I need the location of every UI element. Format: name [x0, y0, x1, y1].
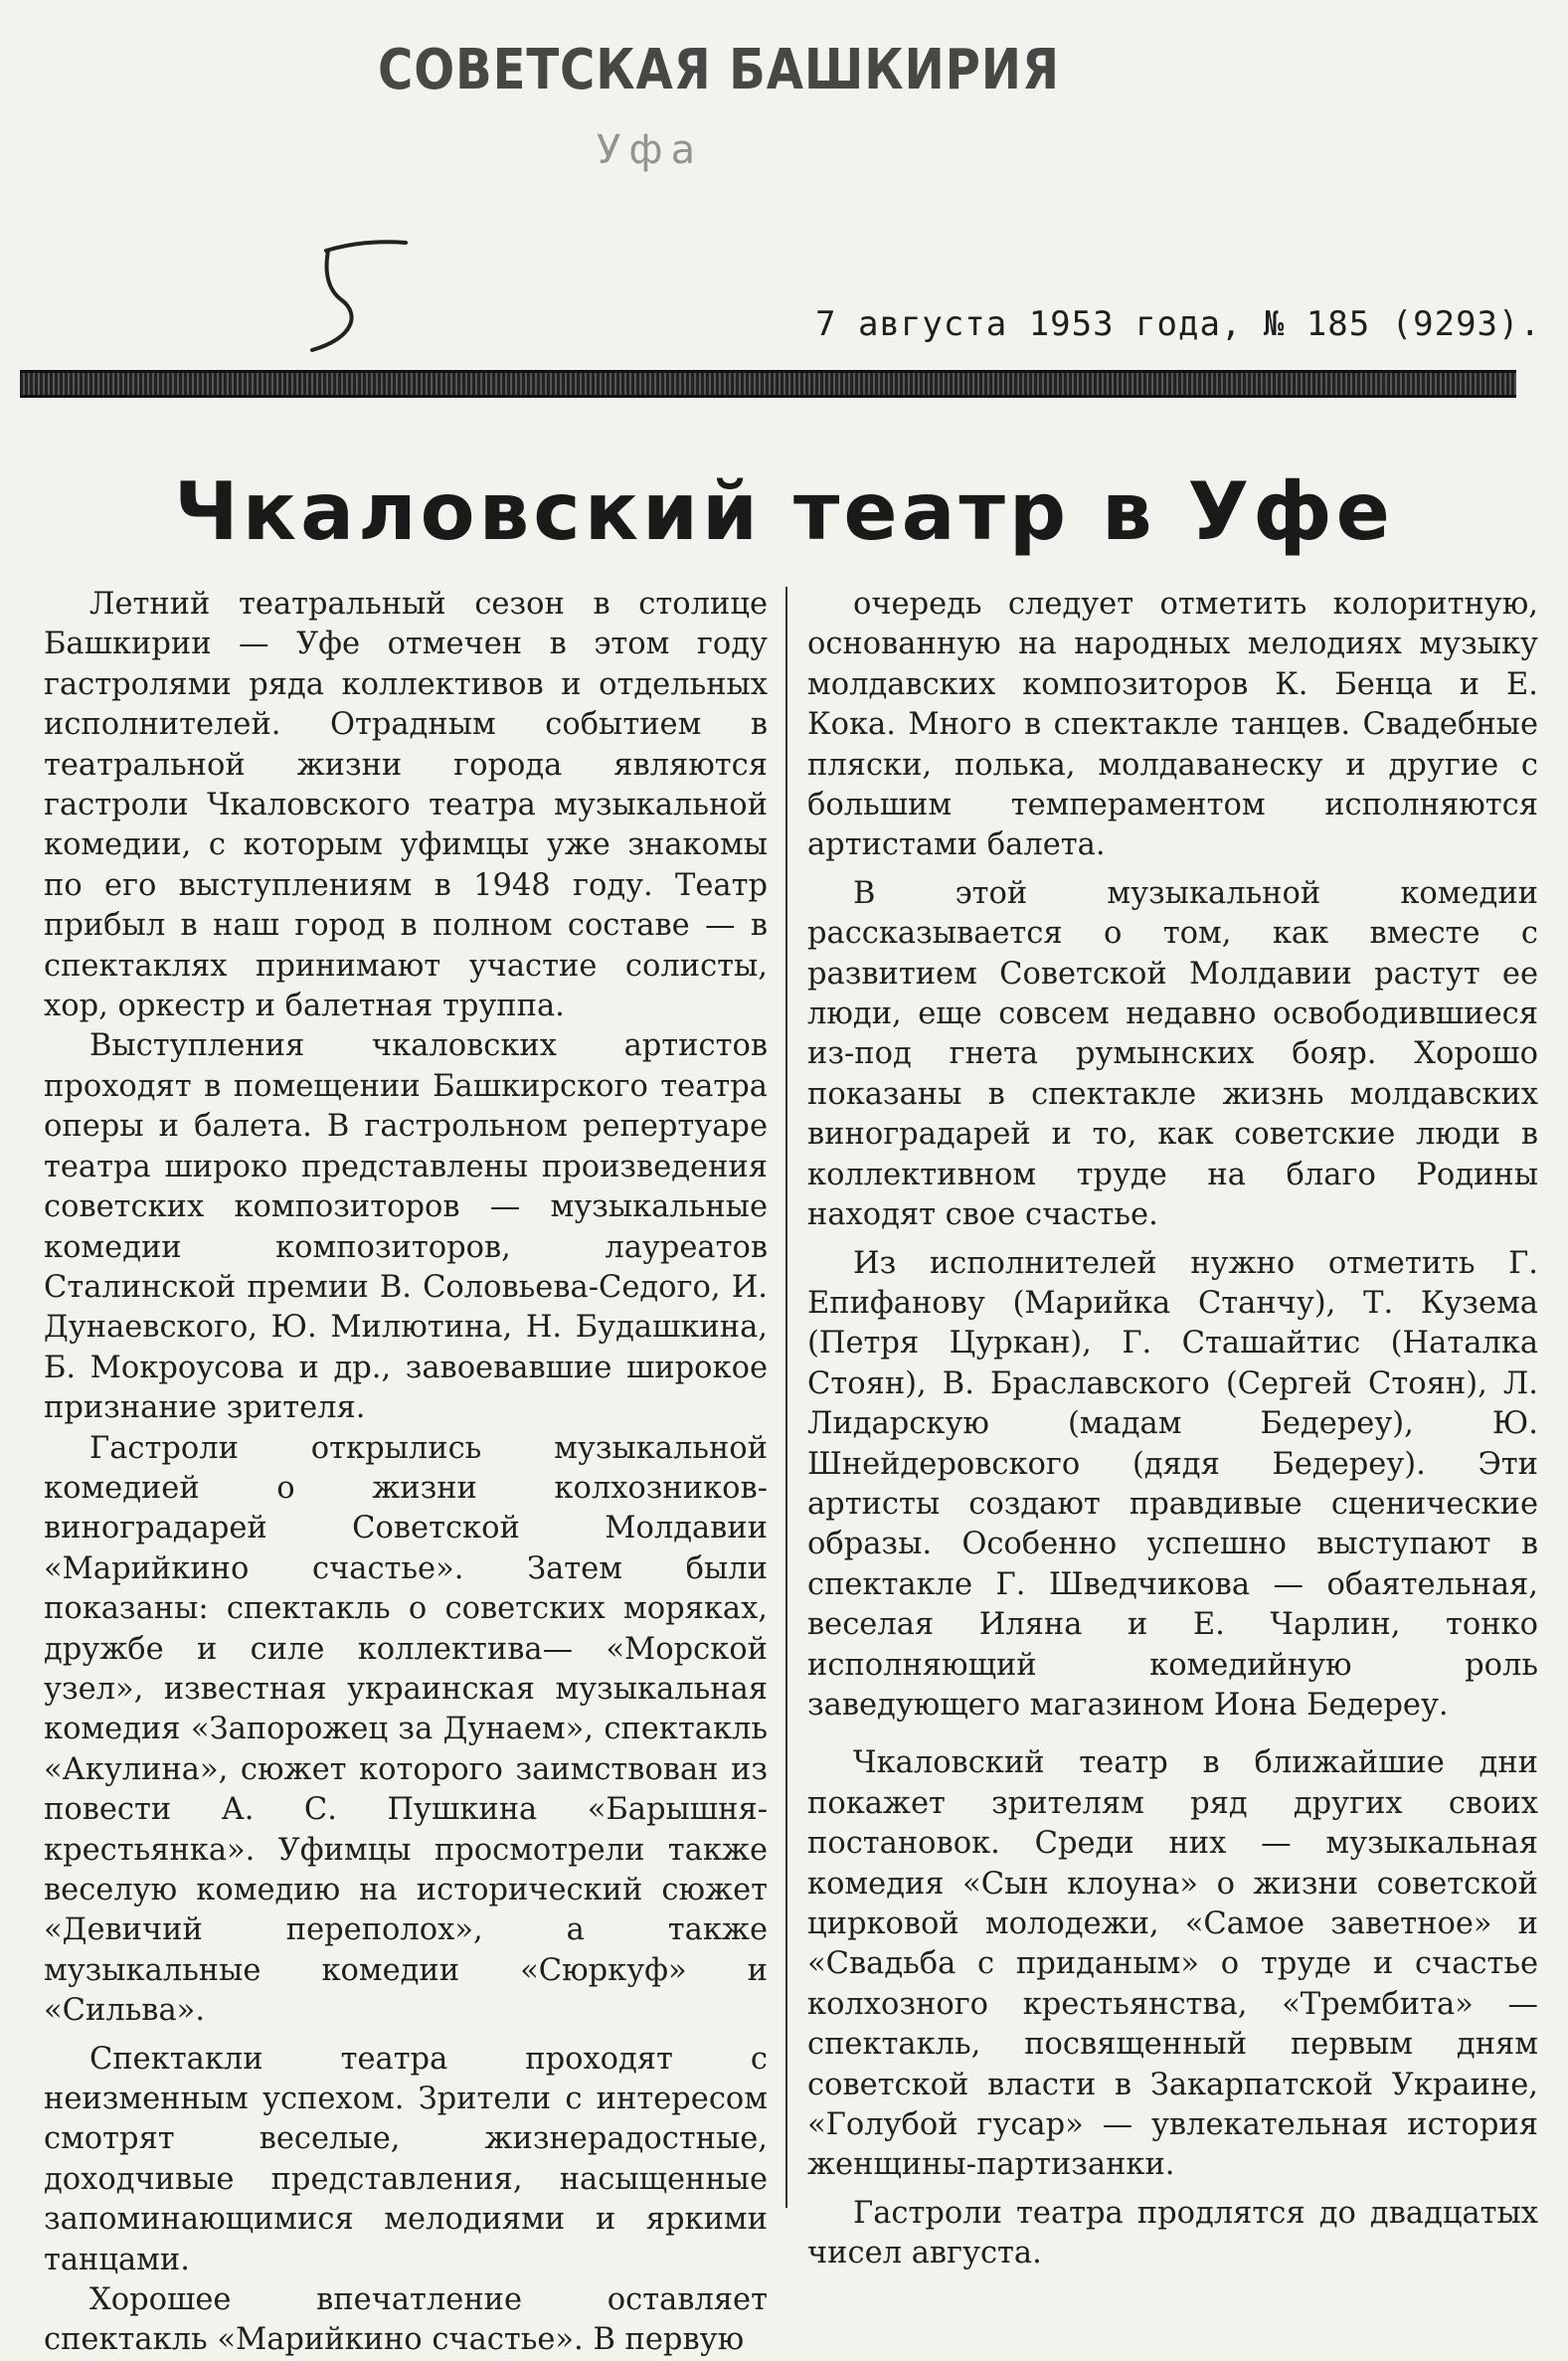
masthead-rule	[20, 370, 1516, 398]
date-issue-line: 7 августа 1953 года, № 185 (9293).	[815, 304, 1541, 344]
newspaper-stamp: СОВЕТСКАЯ БАШКИРИЯ	[378, 38, 1060, 102]
paragraph: Гастроли театра продлятся до двадцатых чисел августа.	[807, 2195, 1538, 2271]
paragraph: Спектакли театра проходят с неизменным успехом. Зрители с интересом смотрят веселые, жизнерадостные, доходчивые представления, насыщенные запоминающимися мелодиями и яркими танцами.	[44, 2041, 768, 2277]
column-divider	[785, 587, 787, 2208]
paragraph: Из исполнителей нужно отметить Г. Епифанову (Марийка Станчу), Т. Кузема (Петря Цуркан), Г. Сташайтис (Наталка Стоян), В. Браславского (Сергей Стоян), Л. Лидарскую (мадам Бедереу), Ю. Шнейдеровского (дядя Бедереу). Эти артисты создают правдивые сценические образы. Особенно успешно выступают в спектакле Г. Шведчикова — обаятельная, веселая Иляна и Е. Чарлин, тонко исполняющий комедийную роль заведующего магазином Иона Бедереу.	[807, 1245, 1538, 1723]
handwritten-mark	[298, 239, 418, 358]
paragraph: Гастроли открылись музыкальной комедией о жизни колхозников-виноградарей Советской Молдавии «Марийкино счастье». Затем были показаны: спектакль о советских моряках, дружбе и силе коллектива— «Морской узел», известная украинская музыкальная комедия «Запорожец за Дунаем», спектакль «Акулина», сюжет которого заимствован из повести А. С. Пушкина «Барышня-крестьянка». Уфимцы просмотрели также веселую комедию на исторический сюжет «Девичий переполох», а также музыкальные комедии «Сюркуф» и «Сильва».	[44, 1430, 768, 2029]
article-headline: Чкаловский театр в Уфе	[174, 465, 1394, 558]
paragraph: Выступления чкаловских артистов проходят в помещении Башкирского театра оперы и балета. В гастрольном репертуаре театра широко представлены произведения советских композиторов — музыкальные комедии композиторов, лауреатов Сталинской премии В. Соловьева-Седого, И. Дунаевского, Ю. Милютина, Н. Будашкина, Б. Мокроусова и др., завоевавшие широкое признание зрителя.	[44, 1028, 768, 1426]
city-stamp: Уфа	[597, 127, 704, 173]
paragraph: очередь следует отметить колоритную, основанную на народных мелодиях музыку молдавских композиторов К. Бенца и Е. Кока. Много в спектакле танцев. Свадебные пляски, полька, молдаванеску и другие с большим темпераментом исполняются артистами балета.	[807, 587, 1538, 863]
article-column-left	[44, 585, 768, 2361]
article-column-right	[807, 585, 1538, 2274]
paragraph: Летний театральный сезон в столице Башкирии — Уфе отмечен в этом году гастролями ряда коллективов и отдельных исполнителей. Отрадным событием в театральной жизни города являются гастроли Чкаловского театра музыкальной комедии, с которым уфимцы уже знакомы по его выступлениям в 1948 году. Театр прибыл в наш город в полном составе — в спектаклях принимают участие солисты, хор, оркестр и балетная труппа.	[44, 587, 768, 1024]
paragraph: В этой музыкальной комедии рассказывается о том, как вместе с развитием Советской Молдавии растут ее люди, еще совсем недавно освободившиеся из-под гнета румынских бояр. Хорошо показаны в спектакле жизнь молдавских виноградарей и то, как советские люди в коллективном труде на благо Родины находят свое счастье.	[807, 875, 1538, 1233]
paragraph: Хорошее впечатление оставляет спектакль «Марийкино счастье». В первую	[44, 2282, 768, 2358]
paragraph: Чкаловский театр в ближайшие дни покажет зрителям ряд других своих постановок. Среди них — музыкальная комедия «Сын клоуна» о жизни советской цирковой молодежи, «Самое заветное» и «Свадьба с приданым» о труде и счастье колхозного крестьянства, «Трембита» — спектакль, посвященный первым дням советской власти в Закарпатской Украине, «Голубой гусар» — увлекательная история женщины-партизанки.	[807, 1745, 1538, 2183]
